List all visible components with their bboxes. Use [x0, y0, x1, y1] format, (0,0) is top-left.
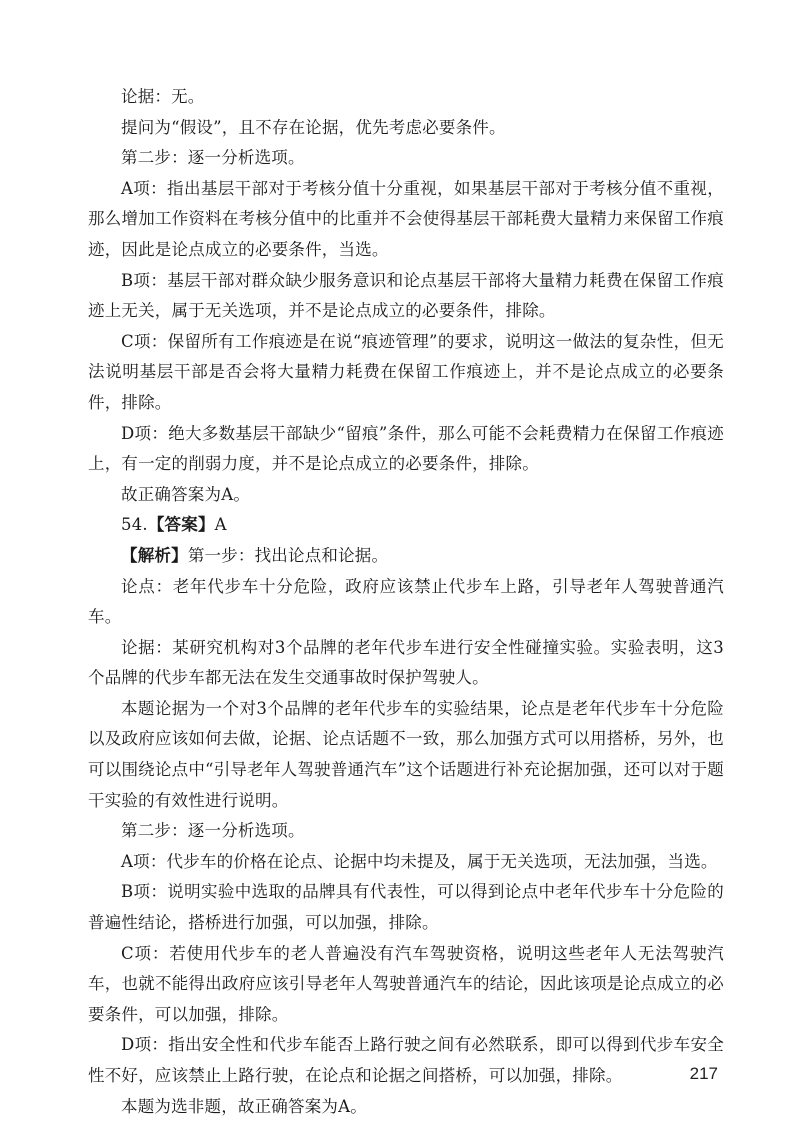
paragraph: 本题论据为一个对3个品牌的老年代步车的实验结果，论点是老年代步车十分危险以及政府应该如何去做，论据、论点话题不一致，那么加强方式可以用搭桥，另外，也可以围绕论点中“引导老年人驾驶普通汽车”这个话题进行补充论据加强，还可以对于题干实验的有效性进行说明。	[88, 698, 724, 810]
paragraph: 论据：某研究机构对3个品牌的老年代步车进行安全性碰撞实验。实验表明，这3个品牌的代步车都无法在发生交通事故时保护驾驶人。	[88, 637, 724, 688]
page-body	[88, 82, 724, 1122]
answer-line	[88, 510, 724, 541]
answer-label: 【答案】	[147, 515, 215, 535]
page-number: 217	[689, 1064, 718, 1083]
paragraph: D项：绝大多数基层干部缺少“留痕”条件，那么可能不会耗费精力在保留工作痕迹上，有一定的削弱力度，并不是论点成立的必要条件，排除。	[88, 423, 724, 474]
question-number: 54.	[121, 515, 148, 535]
paragraph: C项：保留所有工作痕迹是在说“痕迹管理”的要求，说明这一做法的复杂性，但无法说明基层干部是否会将大量精力耗费在保留工作痕迹上，并不是论点成立的必要条件，排除。	[88, 331, 724, 412]
paragraph: D项：指出安全性和代步车能否上路行驶之间有必然联系，即可以得到代步车安全性不好，应该禁止上路行驶，在论点和论据之间搭桥，可以加强，排除。	[88, 1035, 724, 1085]
analysis-label: 【解析】	[121, 545, 188, 565]
paragraph: 第二步：逐一分析选项。	[121, 821, 305, 841]
paragraph: 本题为选非题，故正确答案为A。	[121, 1096, 367, 1116]
paragraph: 第二步：逐一分析选项。	[121, 148, 305, 168]
paragraph: 故正确答案为A。	[121, 484, 251, 504]
analysis-line	[88, 541, 724, 572]
answer-value: A	[214, 515, 227, 535]
paragraph: 提问为“假设”，且不存在论据，优先考虑必要条件。	[121, 117, 506, 137]
paragraph: 论据：无。	[121, 87, 205, 106]
paragraph: C项：若使用代步车的老人普遍没有汽车驾驶资格，说明这些老年人无法驾驶汽车，也就不能得出政府应该引导老年人驾驶普通汽车的结论，因此该项是论点成立的必要条件，可以加强，排除。	[88, 943, 724, 1024]
paragraph: 论点：老年代步车十分危险，政府应该禁止代步车上路，引导老年人驾驶普通汽车。	[88, 576, 724, 627]
paragraph: A项：代步车的价格在论点、论据中均未提及，属于无关选项，无法加强，当选。	[121, 851, 718, 871]
analysis-step: 第一步：找出论点和论据。	[187, 545, 389, 565]
paragraph: B项：说明实验中选取的品牌具有代表性，可以得到论点中老年代步车十分危险的普遍性结论，搭桥进行加强，可以加强，排除。	[88, 882, 724, 933]
paragraph: B项：基层干部对群众缺少服务意识和论点基层干部将大量精力耗费在保留工作痕迹上无关，属于无关选项，并不是论点成立的必要条件，排除。	[88, 270, 724, 321]
paragraph: A项：指出基层干部对于考核分值十分重视，如果基层干部对于考核分值不重视，那么增加工作资料在考核分值中的比重并不会使得基层干部耗费大量精力来保留工作痕迹，因此是论点成立的必要条件，当选。	[88, 178, 724, 259]
